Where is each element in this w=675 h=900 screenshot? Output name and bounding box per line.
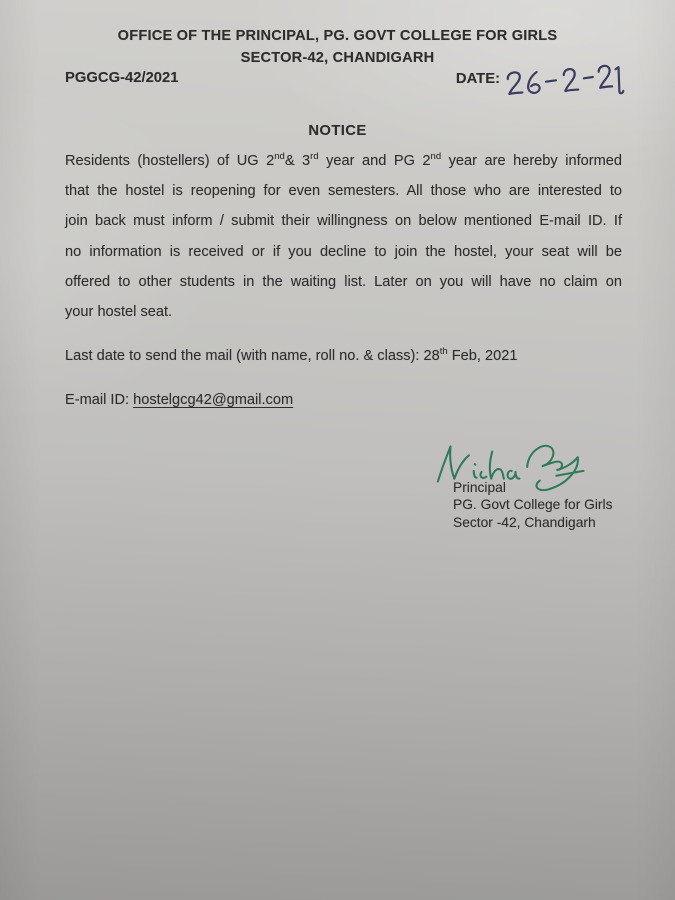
email-line: [65, 392, 293, 408]
email-label: E-mail ID:: [65, 392, 134, 408]
date-field: [456, 66, 627, 100]
signatory-title: Principal: [453, 480, 506, 495]
notice-line-4: no information is received or if you decline to join the hostel, your seat will be: [65, 243, 622, 260]
notice-title: NOTICE: [308, 123, 367, 139]
last-date-line: [65, 348, 517, 364]
reference-date-row: [65, 66, 627, 100]
notice-line-1-text: year are hereby informed: [441, 153, 622, 169]
signatory-address: Sector -42, Chandigarh: [453, 514, 596, 530]
notice-line-5: offered to other students in the waiting list. Later on you will have no claim on: [65, 273, 622, 290]
notice-line-1-text: Residents (hostellers) of UG 2: [65, 153, 275, 169]
handwritten-date: [503, 64, 627, 100]
notice-line-1: [65, 146, 622, 176]
ordinal-suffix: rd: [310, 151, 319, 162]
sector-header-line: SECTOR-42, CHANDIGARH: [240, 50, 435, 66]
notice-paragraph: [65, 146, 622, 327]
reference-number: PGGCG-42/2021: [65, 70, 179, 86]
ordinal-suffix: nd: [274, 151, 285, 162]
last-date-text: Feb, 2021: [447, 348, 518, 364]
notice-line-1-text: & 3: [284, 153, 311, 169]
notice-line-1-text: year and PG 2: [318, 153, 431, 169]
last-date-text: Last date to send the mail (with name, roll no. & class): 28: [65, 348, 440, 364]
ordinal-suffix: th: [439, 346, 448, 357]
ordinal-suffix: nd: [430, 151, 442, 162]
office-header-line: OFFICE OF THE PRINCIPAL, PG. GOVT COLLEGE FOR GIRLS: [117, 28, 558, 44]
notice-line-6: your hostel seat.: [65, 303, 173, 320]
email-address: hostelgcg42@gmail.com: [133, 392, 294, 408]
signatory-organization: PG. Govt College for Girls: [453, 497, 613, 513]
date-label: DATE:: [455, 71, 500, 87]
notice-line-2: that the hostel is reopening for even semesters. All those who are interested to: [65, 183, 622, 200]
signature-block: [432, 436, 657, 531]
notice-line-3: join back must inform / submit their willingness on below mentioned E-mail ID. If: [65, 213, 622, 230]
